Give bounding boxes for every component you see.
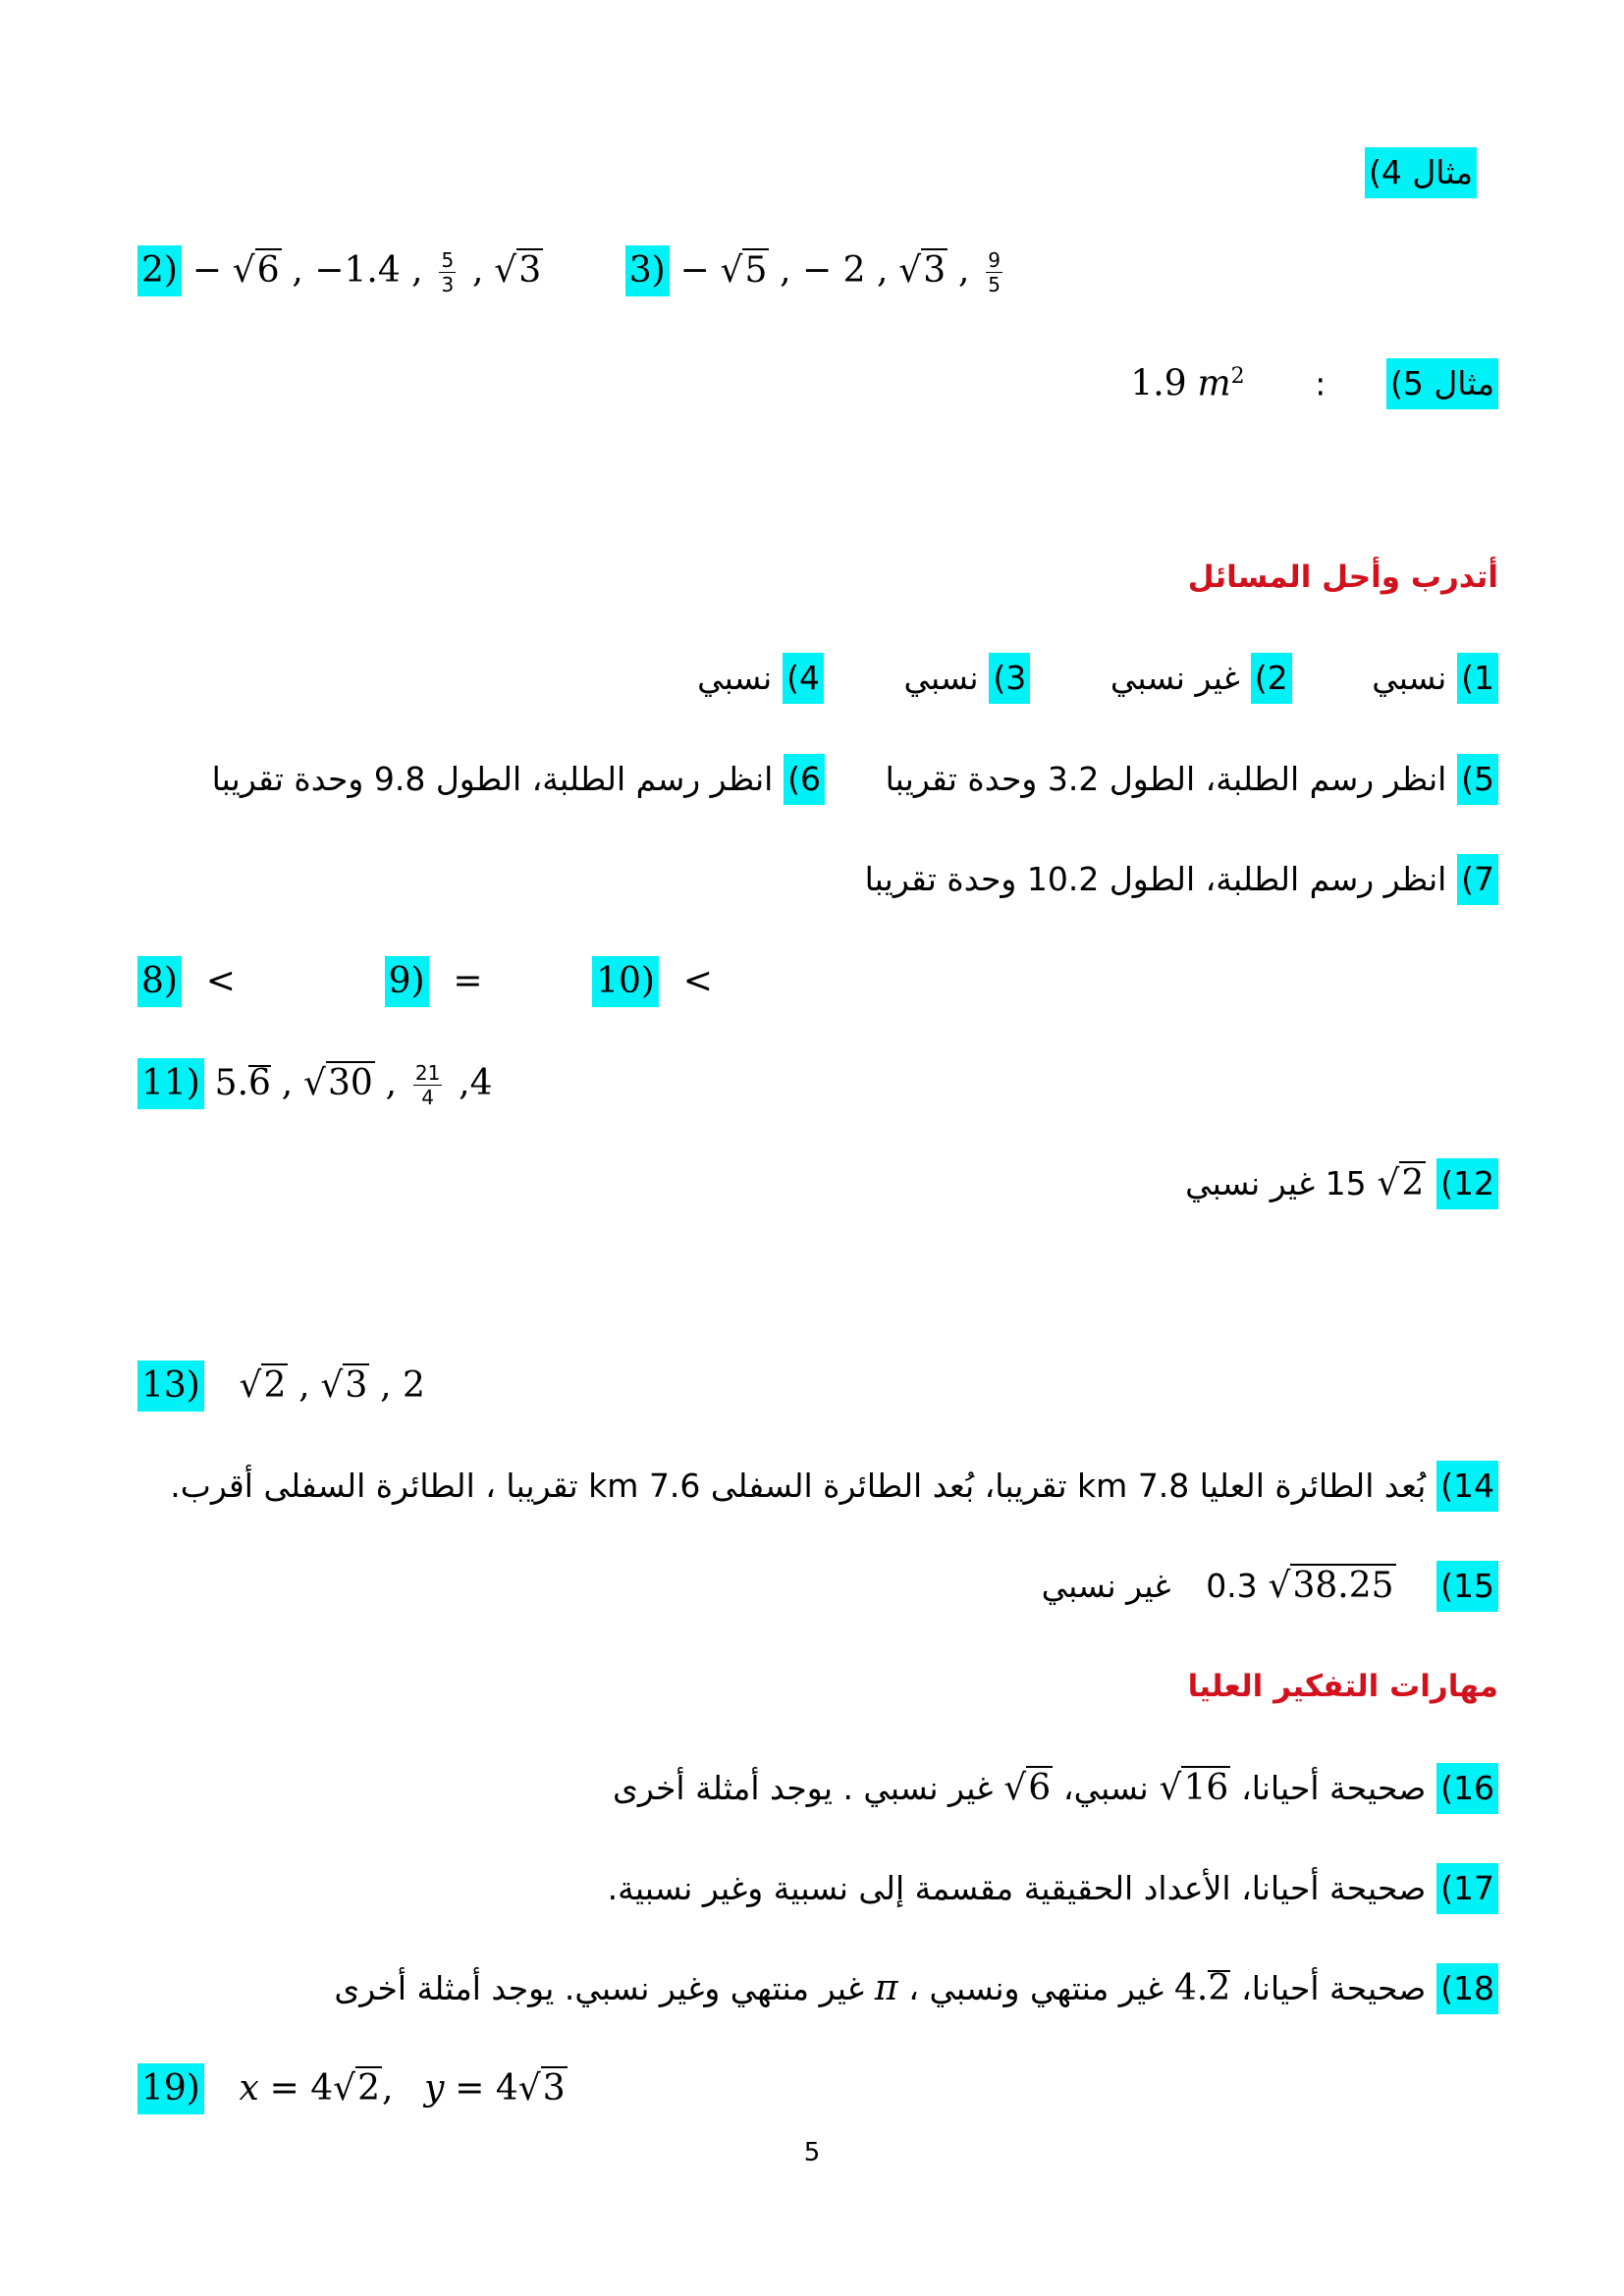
- sqrt-2-b: √2: [239, 1365, 287, 1406]
- q10-number: 10): [592, 956, 659, 1007]
- sqrt-30: √30: [303, 1063, 373, 1103]
- pi-symbol: π: [874, 1968, 898, 2008]
- q11-sep: ,: [281, 1063, 294, 1103]
- sqrt-2: √2: [1377, 1163, 1425, 1203]
- questions-5-6: [212, 754, 1498, 805]
- q1-number: 1): [1457, 653, 1498, 704]
- q14-number: 14): [1436, 1461, 1498, 1512]
- example-4-row: [1365, 147, 1477, 198]
- fraction-21-4: $\frac{21}{4}$: [414, 1061, 441, 1109]
- section-heading-practice: أتدرب وأحل المسائل: [1187, 560, 1498, 595]
- q18-number: 18): [1436, 1963, 1498, 2014]
- q16-number: 16): [1436, 1763, 1498, 1814]
- q1-answer: نسبي: [1372, 659, 1447, 697]
- question-19: [137, 2063, 568, 2114]
- q18-text-3: غير منتهي وغير نسبي. يوجد أمثلة أخرى: [334, 1969, 864, 2007]
- q11-sep-2: ,: [385, 1063, 398, 1103]
- q6-answer: انظر رسم الطلبة، الطول 9.8 وحدة تقريبا: [211, 760, 774, 798]
- question-12: [1185, 1158, 1498, 1209]
- q12-answer: 15 غير نسبي: [1185, 1164, 1367, 1202]
- q14-answer: بُعد الطائرة العليا 7.8 km تقريبا، بُعد الطائرة السفلى 7.6 km تقريبا ، الطائرة السفلى أقرب.: [170, 1467, 1427, 1505]
- question-14: [170, 1461, 1498, 1512]
- q16-text-3: غير نسبي . يوجد أمثلة أخرى: [613, 1769, 994, 1807]
- example-5-colon: :: [1315, 364, 1326, 403]
- q13-last: , 2: [380, 1365, 425, 1406]
- q5-number: 5): [1457, 754, 1498, 805]
- q19-x: x: [239, 2068, 259, 2109]
- example-5-answer: 1.9 $m^2$: [1130, 363, 1245, 404]
- q10-answer: <: [682, 961, 713, 1001]
- sqrt-3-c: √3: [320, 1365, 368, 1406]
- answer-3-minus: −: [679, 250, 710, 291]
- q7-number: 7): [1457, 854, 1498, 905]
- sqrt-2-c: √2: [333, 2068, 380, 2109]
- q2-answer: غير نسبي: [1110, 659, 1240, 697]
- q8-answer: <: [205, 961, 236, 1001]
- sqrt-3-b: √3: [898, 250, 947, 291]
- q19-sep: ,: [381, 2068, 394, 2109]
- answer-2-minus: −: [191, 250, 222, 291]
- example-4-answers: [137, 245, 1008, 296]
- q2-number: 2): [1251, 653, 1292, 704]
- q15-number: 15): [1436, 1561, 1498, 1612]
- q19-y: y: [424, 2068, 445, 2109]
- q6-number: 6): [784, 754, 825, 805]
- questions-8-10: [137, 956, 713, 1007]
- q11-repeating-digit: 6: [248, 1063, 271, 1103]
- sqrt-16: √16: [1159, 1768, 1229, 1808]
- sqrt-6: √6: [232, 250, 280, 291]
- q11-last: ,4: [459, 1063, 493, 1103]
- q11-number: 11): [137, 1058, 204, 1109]
- q19-eq-x: = 4: [269, 2068, 334, 2109]
- fraction-5-3: $\frac{5}{3}$: [441, 248, 455, 296]
- q17-answer: صحيحة أحيانا، الأعداد الحقيقية مقسمة إلى نسبية وغير نسبية.: [607, 1869, 1427, 1907]
- answer-3-number: 3): [625, 245, 670, 296]
- questions-1-4: [697, 653, 1498, 704]
- question-16: [613, 1763, 1498, 1814]
- question-17: [608, 1863, 1498, 1914]
- question-7: [865, 854, 1498, 905]
- answer-2-values: , −1.4 ,: [292, 250, 423, 291]
- answer-2-number: 2): [137, 245, 182, 296]
- q4-answer: نسبي: [697, 659, 773, 697]
- sqrt-38-25: √38.25: [1268, 1566, 1394, 1606]
- question-11: [137, 1058, 492, 1109]
- q18-text-1: صحيحة أحيانا،: [1241, 1969, 1427, 2007]
- q9-number: 9): [385, 956, 429, 1007]
- q17-number: 17): [1436, 1863, 1498, 1914]
- q5-answer: انظر رسم الطلبة، الطول 3.2 وحدة تقريبا: [885, 760, 1447, 798]
- sqrt-5: √5: [720, 250, 768, 291]
- sqrt-6-b: √6: [1003, 1768, 1052, 1808]
- q13-sep: ,: [298, 1365, 310, 1406]
- q13-number: 13): [137, 1361, 204, 1412]
- q11-decimal: 5.: [214, 1063, 249, 1103]
- question-13: [137, 1361, 425, 1412]
- question-15: [1042, 1561, 1498, 1612]
- q12-number: 12): [1436, 1158, 1498, 1209]
- example-5-label: مثال 5): [1386, 358, 1498, 409]
- q16-text-2: نسبي،: [1062, 1769, 1149, 1807]
- section-heading-thinking: مهارات التفكير العليا: [1187, 1669, 1498, 1704]
- q3-answer: نسبي: [903, 659, 979, 697]
- q18-text-2: غير منتهي ونسبي ،: [908, 1969, 1164, 2007]
- q19-number: 19): [137, 2063, 204, 2114]
- q19-eq-y: = 4: [455, 2068, 518, 2109]
- q9-answer: =: [453, 961, 483, 1001]
- example-5-row: [1130, 351, 1498, 409]
- q16-text-1: صحيحة أحيانا،: [1241, 1769, 1427, 1807]
- answer-3-values: , − 2 ,: [780, 250, 889, 291]
- example-4-label: مثال 4): [1365, 147, 1477, 198]
- q18-repeating-decimal: 4.2: [1173, 1968, 1231, 2008]
- answer-2-sep: ,: [471, 250, 484, 291]
- q3-number: 3): [989, 653, 1030, 704]
- q15-answer: غير نسبي: [1041, 1567, 1171, 1605]
- q7-answer: انظر رسم الطلبة، الطول 10.2 وحدة تقريبا: [864, 860, 1447, 898]
- sqrt-3: √3: [494, 250, 542, 291]
- q15-expression: 0.3 √38.25: [1206, 1561, 1395, 1612]
- page-number: 5: [803, 2138, 821, 2167]
- q4-number: 4): [783, 653, 824, 704]
- answer-3-sep: ,: [957, 250, 970, 291]
- sqrt-3-d: √3: [517, 2068, 566, 2109]
- fraction-9-5: $\frac{9}{5}$: [988, 248, 1001, 296]
- question-18: [334, 1963, 1498, 2014]
- q8-number: 8): [137, 956, 182, 1007]
